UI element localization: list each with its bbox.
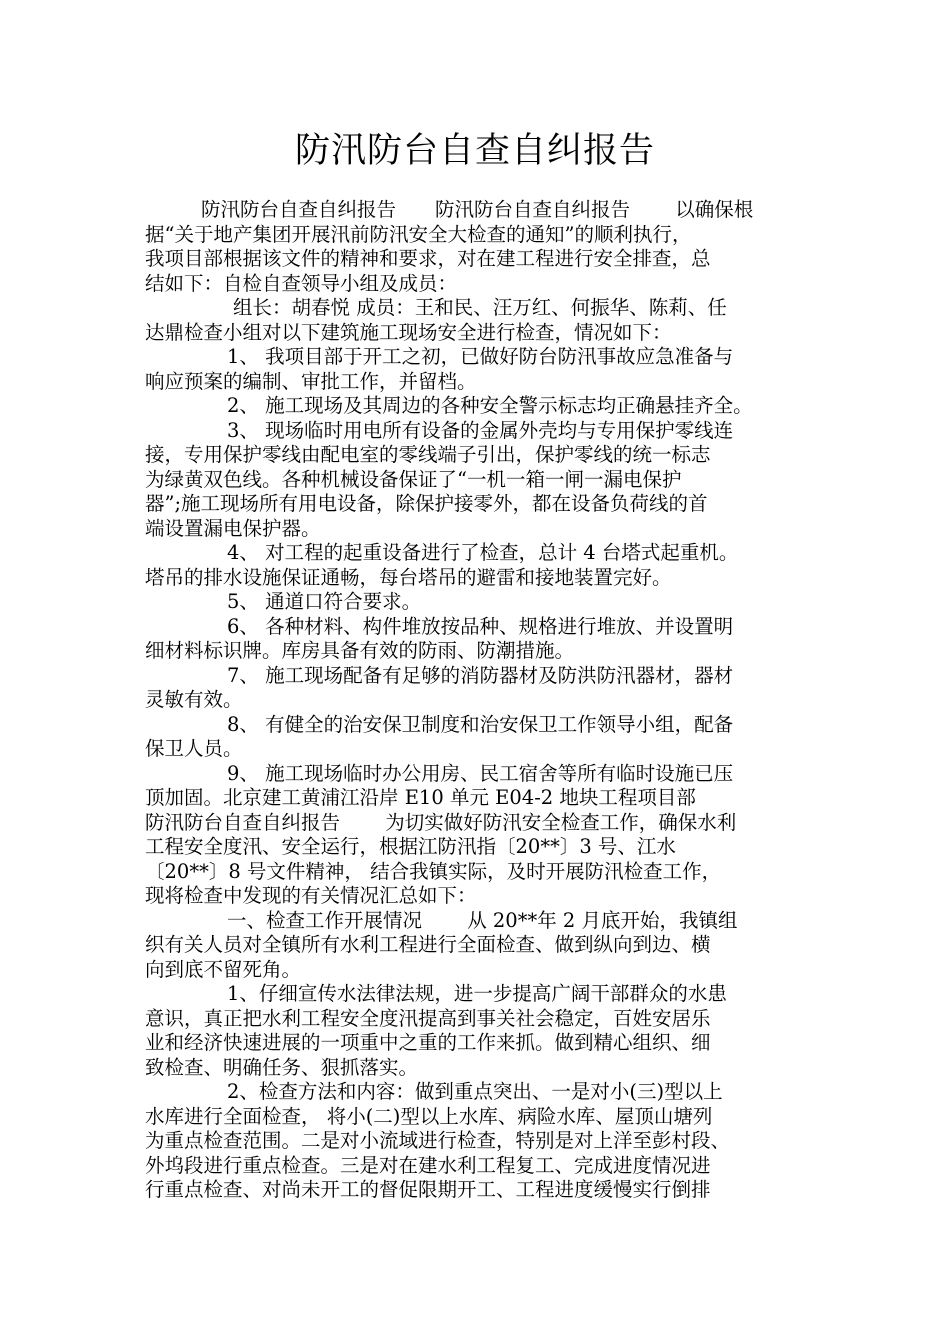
paragraph-line: 保卫人员。	[145, 737, 243, 760]
paragraph-line: 现将检查中发现的有关情况汇总如下：	[145, 884, 477, 907]
paragraph-line: 8、 有健全的治安保卫制度和治安保卫工作领导小组，配备	[227, 712, 734, 736]
paragraph-line: 7、 施工现场配备有足够的消防器材及防洪防汛器材，器材	[227, 663, 734, 687]
paragraph-line: 响应预案的编制、审批工作，并留档。	[145, 369, 477, 393]
paragraph-line: 业和经济快速进展的一项重中之重的工作来抓。做到精心组织、细	[145, 1031, 711, 1054]
paragraph-line: 灵敏有效。	[145, 688, 243, 711]
paragraph-line: 工程安全度汛、安全运行，根据江防汛指〔20**〕3 号、江水	[145, 835, 676, 858]
paragraph-line: 5、 通道口符合要求。	[227, 590, 422, 613]
paragraph-line: 2、 施工现场及其周边的各种安全警示标志均正确悬挂齐全。	[227, 394, 753, 417]
paragraph-line: 组长：胡春悦 成员：王和民、汪万红、何振华、陈莉、任	[233, 296, 727, 319]
paragraph-line: 〔20**〕8 号文件精神， 结合我镇实际，及时开展防汛检查工作，	[145, 859, 722, 883]
paragraph-line: 接，专用保护零线由配电室的零线端子引出，保护零线的统一标志	[145, 443, 711, 466]
paragraph-line: 1、 我项目部于开工之初，已做好防台防汛事故应急准备与	[227, 345, 734, 368]
paragraph-line: 外坞段进行重点检查。三是对在建水利工程复工、完成进度情况进	[145, 1153, 711, 1177]
paragraph-line: 器”;施工现场所有用电设备，除保护接零外，都在设备负荷线的首	[145, 492, 708, 515]
paragraph-line: 一、检查工作开展情况 从 20**年 2 月底开始，我镇组	[227, 908, 738, 932]
paragraph-line: 达鼎检查小组对以下建筑施工现场安全进行检查，情况如下：	[145, 320, 672, 344]
paragraph-line: 向到底不留死角。	[145, 957, 302, 981]
paragraph-line: 4、 对工程的起重设备进行了检查，总计 4 台塔式起重机。	[227, 541, 739, 564]
paragraph-line: 防汛防台自查自纠报告 为切实做好防汛安全检查工作，确保水利	[145, 810, 737, 834]
paragraph-line: 2、检查方法和内容：做到重点突出、一是对小(三)型以上	[227, 1080, 723, 1103]
paragraph-line: 塔吊的排水设施保证通畅，每台塔吊的避雷和接地装置完好。	[145, 565, 672, 589]
paragraph-line: 为绿黄双色线。各种机械设备保证了“一机一箱一闸一漏电保护	[145, 467, 682, 491]
paragraph-line: 为重点检查范围。二是对小流域进行检查，特别是对上洋至彭村段、	[145, 1129, 731, 1152]
paragraph-line: 6、 各种材料、构件堆放按品种、规格进行堆放、并设置明	[227, 614, 734, 638]
paragraph-line: 细材料标识牌。库房具备有效的防雨、防潮措施。	[145, 639, 575, 662]
paragraph-line: 3、 现场临时用电所有设备的金属外壳均与专用保护零线连	[227, 418, 734, 442]
paragraph-line: 水库进行全面检查， 将小(二)型以上水库、病险水库、屋顶山塘列	[145, 1104, 713, 1128]
document-body	[145, 198, 825, 1203]
paragraph-line: 端设置漏电保护器。	[145, 516, 321, 540]
paragraph-line: 顶加固。北京建工黄浦江沿岸 E10 单元 E04-2 地块工程项目部	[145, 786, 696, 809]
paragraph-line: 织有关人员对全镇所有水利工程进行全面检查、做到纵向到边、横	[145, 933, 711, 956]
paragraph-line: 结如下：自检自查领导小组及成员：	[145, 271, 458, 295]
paragraph-line: 1、仔细宣传水法律法规，进一步提高广阔干部群众的水患	[227, 982, 727, 1005]
paragraph-line: 行重点检查、对尚未开工的督促限期开工、工程进度缓慢实行倒排	[145, 1178, 711, 1201]
paragraph-line: 致检查、明确任务、狠抓落实。	[145, 1055, 419, 1079]
document-title: 防汛防台自查自纠报告	[294, 131, 655, 171]
paragraph-line: 据“关于地产集团开展汛前防汛安全大检查的通知”的顺利执行，	[145, 222, 692, 246]
paragraph-line: 我项目部根据该文件的精神和要求，对在建工程进行安全排查，总	[145, 247, 711, 270]
paragraph-line: 意识，真正把水利工程安全度汛提高到事关社会稳定，百姓安居乐	[145, 1006, 711, 1030]
paragraph-line: 9、 施工现场临时办公用房、民工宿舍等所有临时设施已压	[227, 761, 734, 785]
paragraph-line: 防汛防台自查自纠报告 防汛防台自查自纠报告 以确保根	[201, 198, 754, 221]
